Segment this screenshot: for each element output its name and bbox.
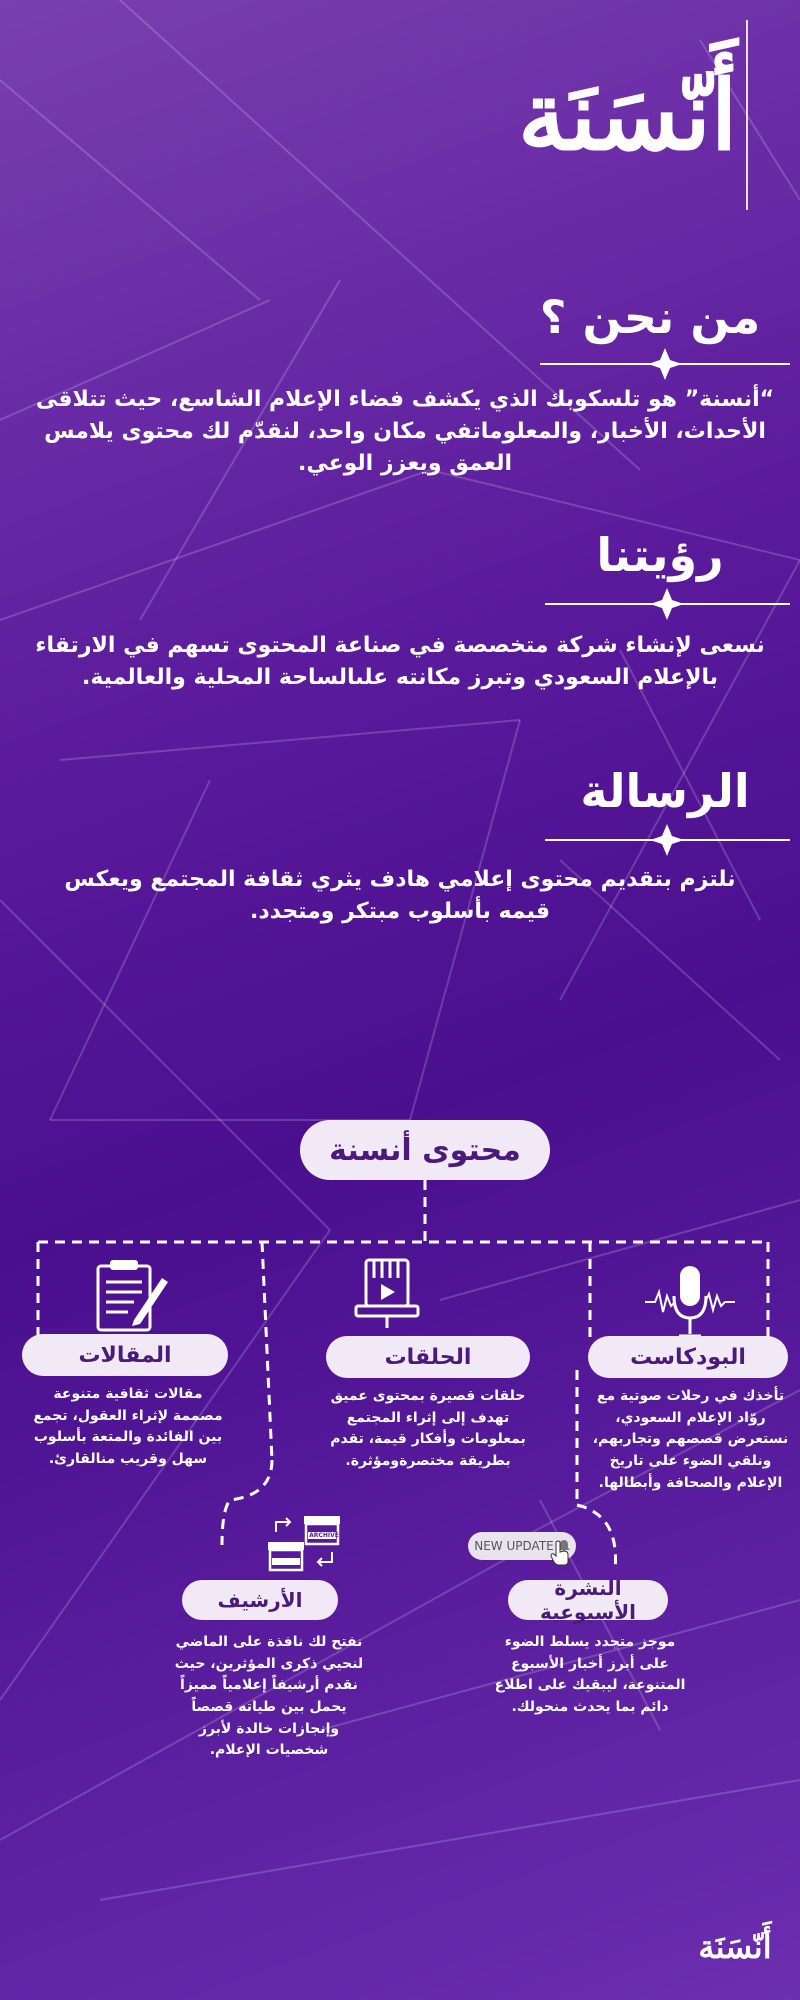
articles-desc: مقالات ثقافية متنوعة مصممة لإثراء العقول، تجمع بين الفائدة والمتعة بأسلوب سهل وقريب منالقارئ. bbox=[33, 1386, 223, 1468]
cursor-hand-icon bbox=[550, 1540, 572, 1566]
about-text: “أنسنة” هو تلسكوبك الذي يكشف فضاء الإعلام الشاسع، حيث تتلاقى الأحداث، الأخبار، والمعلوماتفي مكان واحد، لنقدّم لك محتوى يلامس العمق ويعزز الوعي. bbox=[35, 387, 775, 476]
sparkle-divider-icon bbox=[545, 586, 790, 622]
articles-label[interactable]: المقالات bbox=[22, 1334, 228, 1376]
archive-desc: نفتح لك نافذة على الماضي لنحيي ذكرى المؤثرين، حيث نقدم أرشيفاً إعلامياً مميزاً يحمل بين طياته قصصاً وإنجازات خالدة لأبرز شخصيات الإعلام. bbox=[174, 1634, 364, 1759]
mission-text: نلتزم بتقديم محتوى إعلامي هادف يثري ثقافة المجتمع ويعكس قيمه بأسلوب مبتكر ومتجدد. bbox=[64, 867, 736, 924]
mission-title: الرسالة bbox=[580, 764, 750, 818]
archive-boxes-icon bbox=[262, 1512, 346, 1578]
video-icon bbox=[352, 1256, 422, 1336]
footer-logo: أَنّسَنَة bbox=[698, 1928, 772, 1966]
episodes-desc: حلقات قصيرة بمحتوى عميق تهدف إلى إثراء المجتمع بمعلومات وأفكار قيمة، تقدم بطريقة مختصرةومؤثرة. bbox=[330, 1388, 526, 1470]
content-title: محتوى أنسنة bbox=[300, 1120, 550, 1180]
brand-logo: أَنّسَنَة bbox=[518, 20, 748, 210]
archive-label[interactable]: الأرشيف bbox=[182, 1580, 338, 1620]
vision-text: نسعى لإنشاء شركة متخصصة في صناعة المحتوى تسهم في الارتقاء بالإعلام السعودي وتبرز مكانته علىالساحة المحلية والعالمية. bbox=[35, 633, 765, 690]
document-pen-icon bbox=[92, 1258, 172, 1334]
podcast-label[interactable]: البودكاست bbox=[588, 1336, 788, 1378]
episodes-label[interactable]: الحلقات bbox=[326, 1336, 530, 1378]
vision-title: رؤيتنا bbox=[596, 528, 724, 582]
newsletter-label[interactable]: النشرة الأسبوعية bbox=[508, 1580, 668, 1620]
sparkle-divider-icon bbox=[540, 346, 790, 382]
sparkle-divider-icon bbox=[545, 822, 790, 858]
newsletter-desc: موجز متجدد يسلط الضوء على أبرز أخبار الأسبوع المتنوعة، ليبقيك على اطلاع دائم بما يحدث منحولك. bbox=[494, 1634, 686, 1716]
about-title: من نحن ؟ bbox=[539, 290, 761, 344]
podcast-desc: تأخذك في رحلات صوتية مع روّاد الإعلام السعودي، نستعرض قصصهم وتجاربهم، ونلقي الضوء على تاريخ الإعلام والصحافة وأبطالها. bbox=[592, 1388, 789, 1491]
microphone-icon bbox=[645, 1262, 735, 1342]
new-update-text: NEW UPDATE bbox=[474, 1539, 554, 1553]
archive-box-label: ARCHIVE bbox=[309, 1532, 339, 1539]
